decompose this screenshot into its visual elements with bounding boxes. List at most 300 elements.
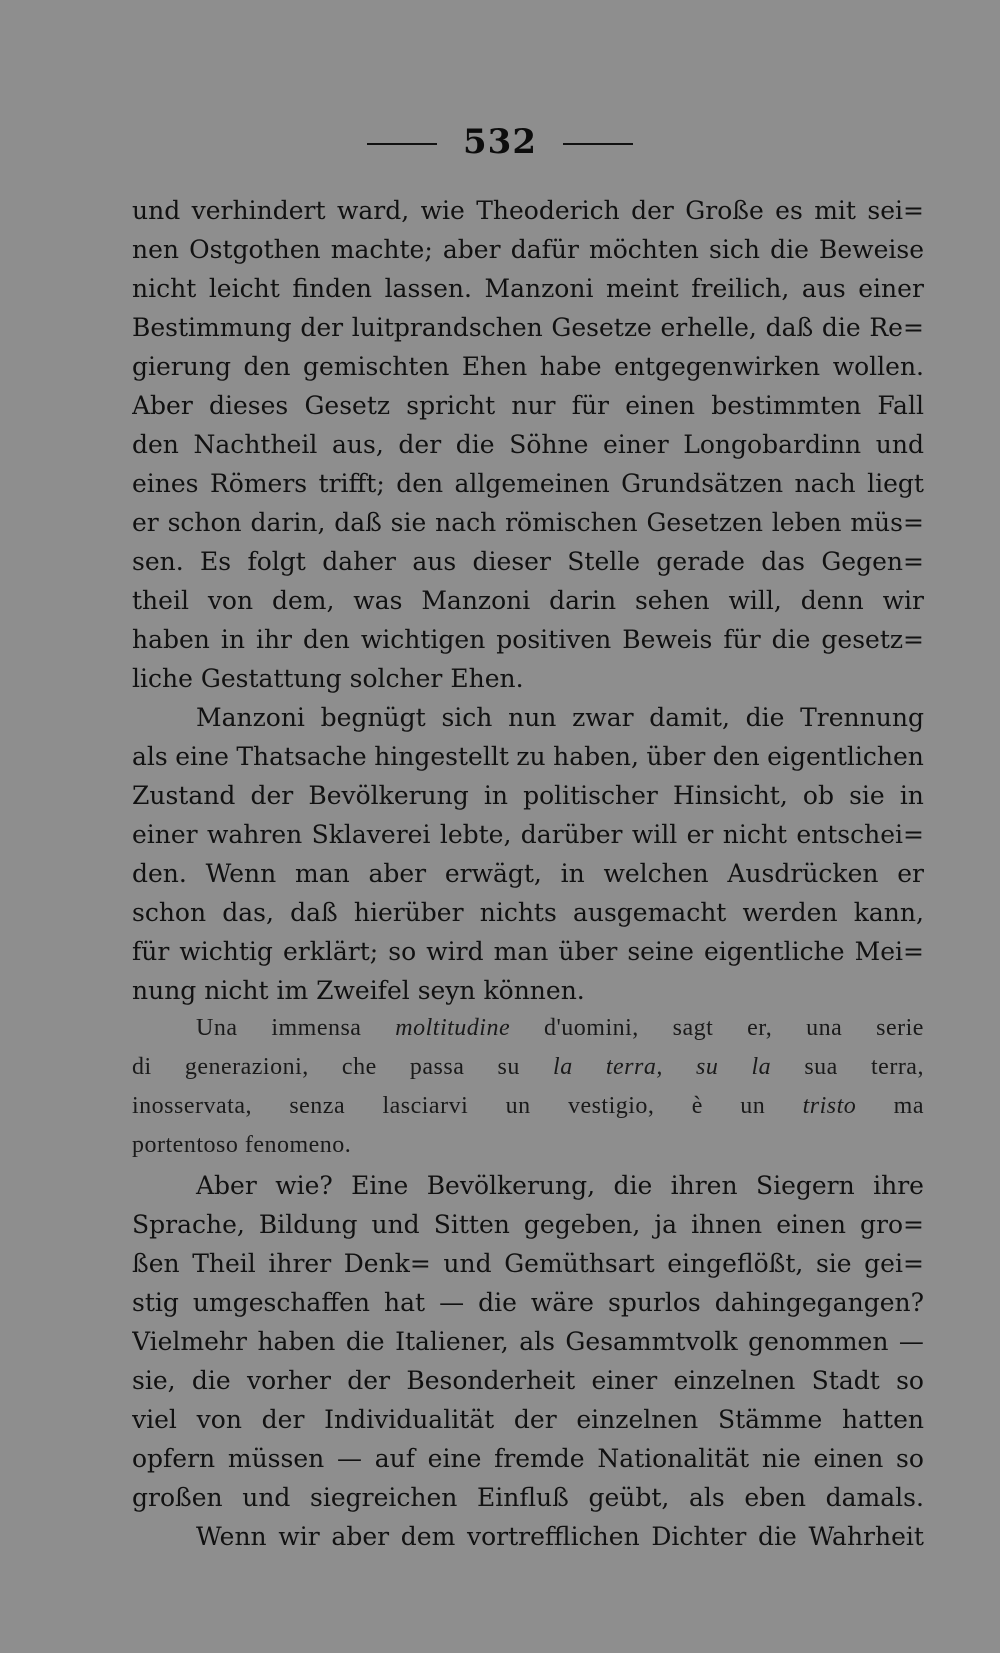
word: damals.	[825, 1483, 924, 1512]
text-line	[132, 352, 924, 391]
text-line	[132, 1522, 924, 1561]
word: den	[396, 469, 444, 498]
word: im	[276, 976, 309, 1005]
word: dieses	[209, 391, 289, 420]
word: denn	[800, 586, 864, 615]
word: zu	[516, 742, 546, 771]
word: Grundsätzen	[621, 469, 784, 498]
word: Stämme	[717, 1405, 823, 1434]
word: der	[261, 1405, 305, 1434]
word: aus,	[331, 430, 384, 459]
word: wir	[278, 1522, 320, 1551]
word: ihrer	[268, 1249, 332, 1278]
word: aus	[801, 274, 846, 303]
word: Bestimmung	[132, 313, 292, 342]
word: den	[132, 430, 179, 459]
word: gerade	[656, 547, 745, 576]
word: Denk=	[343, 1249, 431, 1278]
word: will,	[728, 586, 782, 615]
word: Manzoni	[484, 274, 594, 303]
word: daß	[290, 898, 338, 927]
word: einzelnen	[673, 1366, 796, 1395]
text-line	[132, 430, 924, 469]
word: trifft;	[318, 469, 385, 498]
word: ßen	[132, 1249, 180, 1278]
word: Bevölkerung,	[426, 1171, 596, 1200]
word: einen	[776, 1210, 846, 1239]
word: Nationalität	[597, 1444, 750, 1473]
word: hat	[384, 1288, 426, 1317]
word: haben	[132, 625, 210, 654]
word: wie?	[275, 1171, 333, 1200]
word: eingeflößt,	[667, 1249, 804, 1278]
text-line	[132, 1171, 924, 1210]
word: liegt	[867, 469, 924, 498]
word: sua	[804, 1054, 838, 1080]
word: römischen	[505, 508, 638, 537]
word: nicht	[204, 976, 269, 1005]
word: dafür	[510, 235, 579, 264]
word: dahingegangen?	[714, 1288, 924, 1317]
word: die	[770, 235, 809, 264]
word: genommen	[748, 1327, 889, 1356]
word: sie	[815, 1249, 852, 1278]
word: la	[553, 1054, 573, 1080]
word: Nachtheil	[193, 430, 318, 459]
text-line	[132, 1366, 924, 1405]
word: gesetz=	[821, 625, 924, 654]
word: Wenn	[205, 859, 277, 888]
word: großen	[132, 1483, 223, 1512]
text-line	[132, 508, 924, 547]
word: hierüber	[353, 898, 464, 927]
word: einen	[813, 1444, 884, 1473]
word: einer	[591, 1366, 658, 1395]
word: in	[483, 781, 508, 810]
body-text	[132, 196, 924, 1561]
word: lasciarvi	[382, 1093, 469, 1119]
word: und	[132, 196, 181, 225]
word: terra,	[871, 1054, 924, 1080]
word: gemischten	[302, 352, 450, 381]
word: die	[745, 703, 785, 732]
word: schon	[132, 898, 207, 927]
word: erklärt;	[282, 937, 379, 966]
word: politischer	[523, 781, 658, 810]
word: der	[300, 313, 344, 342]
word: Gestattung	[200, 664, 342, 693]
word: Ehen.	[450, 664, 524, 693]
word: wahren	[207, 820, 303, 849]
text-line	[132, 820, 924, 859]
word: kann,	[853, 898, 924, 927]
word: sich	[709, 235, 760, 264]
word: solcher	[349, 664, 443, 693]
word: folgt	[247, 547, 306, 576]
word: nichts	[479, 898, 557, 927]
word: ihnen	[691, 1210, 763, 1239]
word: haben	[257, 1327, 336, 1356]
page-header	[0, 122, 1000, 162]
word: freilich,	[691, 274, 790, 303]
word: Mei=	[854, 937, 924, 966]
word: eine	[427, 1444, 482, 1473]
word: darin,	[250, 508, 326, 537]
word: Sprache,	[132, 1210, 245, 1239]
word: sich	[441, 703, 493, 732]
word: sie,	[132, 1366, 176, 1395]
word: ward,	[336, 196, 410, 225]
word: aber	[331, 1522, 390, 1551]
word: generazioni,	[184, 1054, 309, 1080]
text-line-quote	[132, 1132, 924, 1171]
word: passa	[409, 1054, 465, 1080]
word: che	[341, 1054, 377, 1080]
text-line	[132, 1444, 924, 1483]
word: für	[132, 937, 170, 966]
word: immensa	[271, 1015, 362, 1041]
word: in	[899, 781, 924, 810]
word: die	[821, 313, 861, 342]
word: was	[353, 586, 403, 615]
text-line	[132, 1327, 924, 1366]
word: Zweifel	[316, 976, 410, 1005]
word: der	[250, 781, 294, 810]
word: siegreichen	[310, 1483, 458, 1512]
word: eigentlichen	[767, 742, 924, 771]
word: ja	[654, 1210, 678, 1239]
word: viel	[132, 1405, 177, 1434]
word: positiven	[496, 625, 612, 654]
word: will	[631, 820, 678, 849]
word: Besonderheit	[406, 1366, 576, 1395]
word: dem	[400, 1522, 456, 1551]
word: die	[771, 625, 811, 654]
word: seine	[627, 937, 694, 966]
text-line	[132, 1483, 924, 1522]
word: ob	[802, 781, 834, 810]
word: —	[898, 1327, 924, 1356]
word: spurlos	[608, 1288, 701, 1317]
word: so	[896, 1444, 924, 1473]
word: man	[493, 937, 549, 966]
word: nun	[508, 703, 557, 732]
word: haben,	[553, 742, 639, 771]
word: können.	[483, 976, 585, 1005]
text-line	[132, 1288, 924, 1327]
word: hatten	[841, 1405, 924, 1434]
word: Theil	[192, 1249, 256, 1278]
word: Manzoni	[196, 703, 305, 732]
word: und	[443, 1249, 492, 1278]
word: habe	[539, 352, 602, 381]
word: begnügt	[320, 703, 426, 732]
word: ihren	[670, 1171, 738, 1200]
word: nach	[794, 469, 856, 498]
word: es	[775, 196, 803, 225]
word: gei=	[864, 1249, 924, 1278]
word: fenomeno.	[244, 1132, 352, 1158]
text-line	[132, 664, 924, 703]
word: Siegern	[755, 1171, 855, 1200]
word: hingestellt	[374, 742, 509, 771]
word: bestimmten	[711, 391, 862, 420]
word: er,	[747, 1015, 773, 1041]
header-rule-left	[367, 143, 437, 145]
word: entschei=	[796, 820, 924, 849]
word: einen	[625, 391, 695, 420]
word: ausgemacht	[572, 898, 727, 927]
word: einer	[132, 820, 198, 849]
word: geübt,	[588, 1483, 670, 1512]
word: für	[723, 625, 761, 654]
word: und	[242, 1483, 291, 1512]
word: er	[686, 820, 714, 849]
word: sei=	[867, 196, 924, 225]
word: nen	[132, 235, 179, 264]
word: über	[646, 742, 706, 771]
word: in	[220, 625, 245, 654]
word: Römers	[209, 469, 308, 498]
text-line	[132, 586, 924, 625]
word: machte;	[330, 235, 433, 264]
text-line	[132, 391, 924, 430]
word: den.	[132, 859, 187, 888]
word: meint	[606, 274, 679, 303]
word: ma	[893, 1093, 924, 1119]
word: un	[740, 1093, 766, 1119]
word: aus	[412, 547, 457, 576]
word: Eine	[351, 1171, 409, 1200]
word: una	[806, 1015, 843, 1041]
word: Aber	[196, 1171, 257, 1200]
word: die	[345, 1327, 385, 1356]
word: entgegenwirken	[614, 352, 821, 381]
word: Sitten	[433, 1210, 510, 1239]
word: Thatsache	[236, 742, 367, 771]
word: werden	[742, 898, 838, 927]
text-line	[132, 859, 924, 898]
word: nur	[511, 391, 556, 420]
word: als	[688, 1483, 725, 1512]
word: ihr	[255, 625, 293, 654]
word: die	[613, 1171, 653, 1200]
word: nung	[132, 976, 197, 1005]
word: un	[505, 1093, 531, 1119]
word: Beweis	[622, 625, 713, 654]
word: la	[751, 1054, 772, 1080]
word: —	[439, 1288, 465, 1317]
word: nicht	[132, 274, 197, 303]
word: dieser	[472, 547, 551, 576]
text-line	[132, 898, 924, 937]
word: und	[875, 430, 924, 459]
word: Sklaverei	[311, 820, 431, 849]
word: liche	[132, 664, 193, 693]
text-line	[132, 313, 924, 352]
word: man	[294, 859, 350, 888]
word: wichtigen	[360, 625, 486, 654]
word: ihre	[873, 1171, 924, 1200]
word: in	[560, 859, 585, 888]
word: su	[696, 1054, 719, 1080]
word: schon	[167, 508, 242, 537]
word: leben	[771, 508, 842, 537]
word: die	[758, 1522, 797, 1551]
word: Stelle	[567, 547, 641, 576]
word: —	[336, 1444, 362, 1473]
word: portentoso	[132, 1132, 239, 1158]
text-line	[132, 469, 924, 508]
word: Ausdrücken	[727, 859, 879, 888]
word: auf	[374, 1444, 415, 1473]
page-number: 532	[463, 122, 537, 162]
word: als	[132, 742, 168, 771]
word: Gemüthsart	[504, 1249, 655, 1278]
word: è	[691, 1093, 703, 1119]
word: Gegen=	[821, 547, 924, 576]
word: als	[519, 1327, 555, 1356]
word: er	[897, 859, 924, 888]
text-line	[132, 1249, 924, 1288]
word: Manzoni	[421, 586, 531, 615]
word: die	[455, 430, 495, 459]
word: eigentliche	[703, 937, 845, 966]
word: inosservata,	[132, 1093, 252, 1119]
word: der	[513, 1405, 557, 1434]
text-line	[132, 1210, 924, 1249]
word: welchen	[603, 859, 709, 888]
word: wird	[426, 937, 484, 966]
word: Gesetze	[551, 313, 652, 342]
word: müs=	[850, 508, 924, 537]
word: finden	[292, 274, 372, 303]
word: Italiener,	[395, 1327, 509, 1356]
word: den	[243, 352, 291, 381]
word: sen.	[132, 547, 184, 576]
text-line-quote	[132, 1015, 924, 1054]
word: gro=	[860, 1210, 924, 1239]
word: die	[478, 1288, 517, 1317]
word: einer	[603, 430, 669, 459]
word: Hinsicht,	[672, 781, 788, 810]
word: sagt	[672, 1015, 714, 1041]
text-line	[132, 196, 924, 235]
word: Zustand	[132, 781, 236, 810]
word: Gesetz	[304, 391, 391, 420]
text-line	[132, 1405, 924, 1444]
word: tristo	[802, 1093, 857, 1119]
word: serie	[876, 1015, 924, 1041]
word: wollen.	[832, 352, 924, 381]
word: di	[132, 1054, 152, 1080]
word: er	[132, 508, 159, 537]
word: Bildung	[258, 1210, 358, 1239]
word: lebte,	[439, 820, 512, 849]
word: Große	[685, 196, 764, 225]
word: einzelnen	[576, 1405, 699, 1434]
word: und	[371, 1210, 420, 1239]
word: aber	[442, 235, 501, 264]
text-line	[132, 235, 924, 274]
word: dem,	[271, 586, 335, 615]
word: Gesammtvolk	[565, 1327, 738, 1356]
word: Una	[196, 1015, 238, 1041]
word: Einfluß	[477, 1483, 569, 1512]
word: Aber	[132, 391, 193, 420]
word: fremde	[494, 1444, 585, 1473]
word: darin	[549, 586, 617, 615]
word: daß	[765, 313, 814, 342]
text-line-quote	[132, 1054, 924, 1093]
word: Dichter	[651, 1522, 747, 1551]
word: für	[571, 391, 610, 420]
word: su	[497, 1054, 520, 1080]
word: terra,	[605, 1054, 663, 1080]
word: einer	[858, 274, 924, 303]
word: möchten	[589, 235, 699, 264]
word: eben	[744, 1483, 807, 1512]
word: vortrefflichen	[467, 1522, 640, 1551]
word: müssen	[227, 1444, 325, 1473]
word: daher	[322, 547, 396, 576]
word: zwar	[572, 703, 634, 732]
word: Re=	[869, 313, 924, 342]
text-line-quote	[132, 1093, 924, 1132]
word: so	[388, 937, 417, 966]
word: über	[558, 937, 618, 966]
word: damit,	[649, 703, 730, 732]
word: Theoderich	[476, 196, 620, 225]
word: stig	[132, 1288, 179, 1317]
word: luitprandschen	[351, 313, 543, 342]
word: d'uomini,	[543, 1015, 639, 1041]
text-line	[132, 274, 924, 313]
word: seyn	[417, 976, 476, 1005]
word: Longobardinn	[683, 430, 862, 459]
word: opfern	[132, 1444, 216, 1473]
word: leicht	[208, 274, 280, 303]
word: die	[191, 1366, 231, 1395]
word: gierung	[132, 352, 231, 381]
word: vestigio,	[567, 1093, 655, 1119]
word: Wenn	[196, 1522, 267, 1551]
word: der	[398, 430, 442, 459]
word: wir	[882, 586, 924, 615]
word: vorher	[247, 1366, 331, 1395]
word: nie	[761, 1444, 801, 1473]
word: Gesetzen	[646, 508, 763, 537]
word: sehen	[634, 586, 710, 615]
word: nicht	[722, 820, 787, 849]
word: erwägt,	[444, 859, 542, 888]
word: Trennung	[800, 703, 924, 732]
word: eine	[175, 742, 229, 771]
word: darüber	[520, 820, 623, 849]
word: wichtig	[179, 937, 273, 966]
word: umgeschaffen	[192, 1288, 370, 1317]
word: Fall	[877, 391, 924, 420]
word: lassen.	[384, 274, 472, 303]
word: daß	[334, 508, 382, 537]
word: von	[196, 1405, 242, 1434]
word: Vielmehr	[132, 1327, 247, 1356]
text-line	[132, 703, 924, 742]
word: aber	[368, 859, 427, 888]
word: den	[302, 625, 350, 654]
word: Bevölkerung	[308, 781, 469, 810]
word: gegeben,	[523, 1210, 641, 1239]
